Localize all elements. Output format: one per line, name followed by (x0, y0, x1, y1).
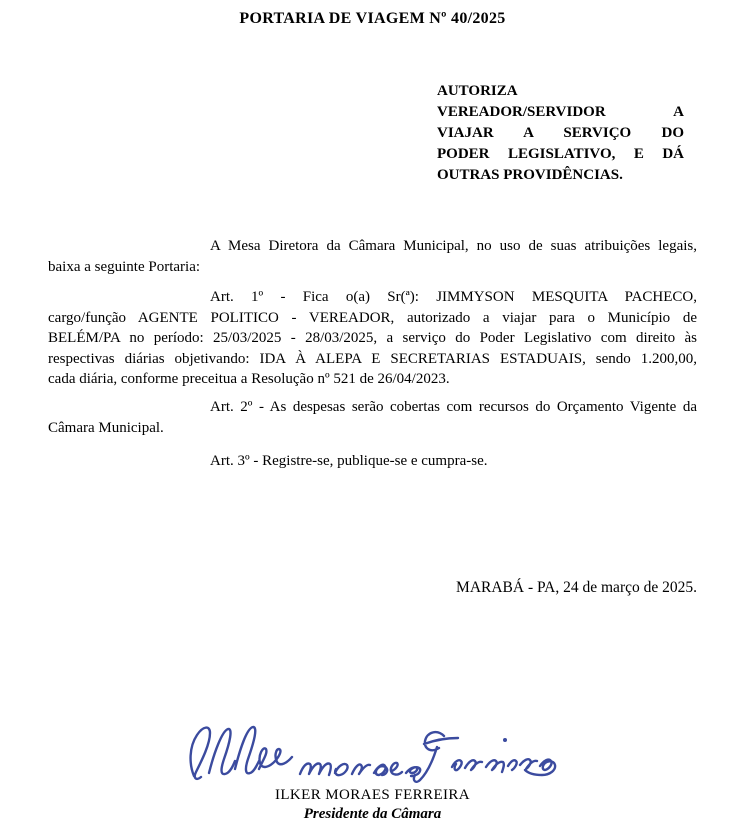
article-3-paragraph (48, 451, 697, 472)
paragraph-line: Câmara Municipal. (48, 419, 164, 436)
epigraph-line: OUTRAS PROVIDÊNCIAS. (437, 167, 623, 183)
paragraph-line: respectivas diárias objetivando: IDA À ALEPA E SECRETARIAS ESTADUAIS, sendo 1.200,00, (48, 350, 697, 367)
paragraph-line: A Mesa Diretora da Câmara Municipal, no uso de suas atribuições legais, (210, 238, 697, 254)
epigraph-block (437, 81, 684, 186)
paragraph-line: cargo/função AGENTE POLITICO - VEREADOR, autorizado a viajar para o Município de (48, 309, 697, 326)
epigraph-line: VIAJAR A SERVIÇO DO (437, 125, 684, 141)
signature-stroke (191, 727, 556, 782)
article-1-paragraph (48, 287, 697, 390)
signature-i-dot (503, 738, 507, 742)
signatory-name: ILKER MORAES FERREIRA (274, 787, 471, 803)
epigraph-line: VEREADOR/SERVIDOR A (437, 104, 684, 120)
signature-handwriting-icon (180, 712, 562, 798)
paragraph-line: cada diária, conforme preceitua a Resolução nº 521 de 26/04/2023. (48, 371, 450, 387)
paragraph-line: Art. 1º - Fica o(a) Sr(ª): JIMMYSON MESQUITA PACHECO, (210, 289, 697, 305)
epigraph-line: AUTORIZA (437, 83, 518, 99)
article-2-paragraph (48, 397, 697, 438)
place-date-line: MARABÁ - PA, 24 de março de 2025. (456, 579, 697, 596)
paragraph-line: Art. 3º - Registre-se, publique-se e cumpra-se. (210, 453, 488, 469)
paragraph-line: Art. 2º - As despesas serão cobertas com recursos do Orçamento Vigente da (210, 399, 697, 415)
paragraph-line: baixa a seguinte Portaria: (48, 258, 201, 275)
preamble-paragraph (48, 236, 697, 277)
document-title: PORTARIA DE VIAGEM Nº 40/2025 (239, 10, 506, 27)
signatory-title: Presidente da Câmara (303, 806, 442, 822)
epigraph-line: PODER LEGISLATIVO, E DÁ (437, 146, 684, 162)
paragraph-line: BELÉM/PA no período: 25/03/2025 - 28/03/2025, a serviço do Poder Legislativo com direito às (48, 330, 697, 346)
